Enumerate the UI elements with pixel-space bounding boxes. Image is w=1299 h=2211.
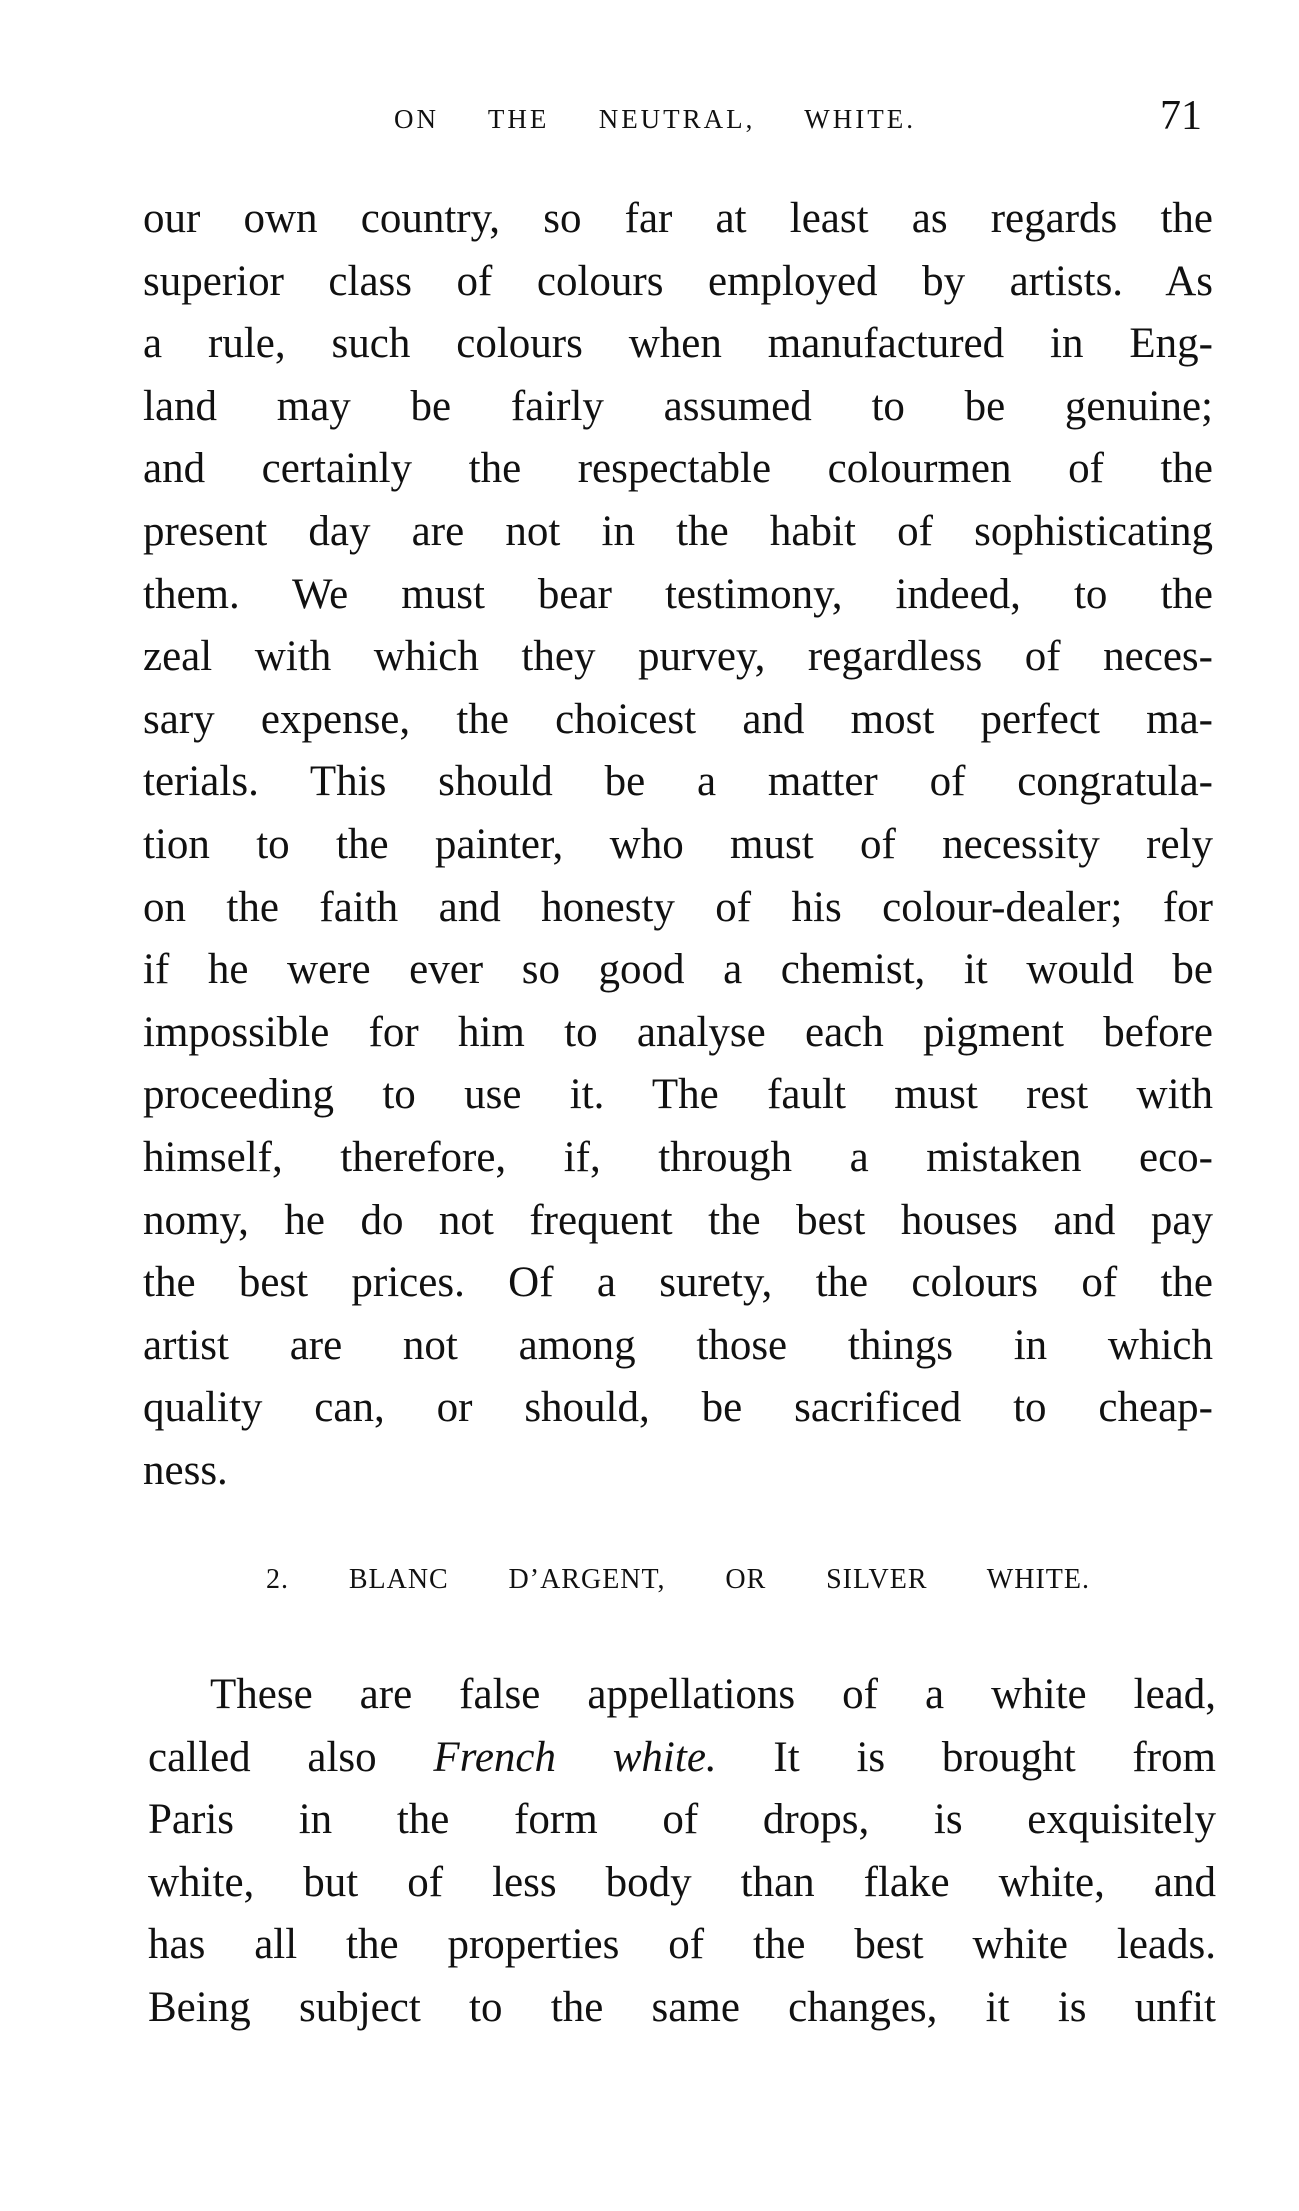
section-heading: 2. BLANC D’ARGENT, OR SILVER WHITE. xyxy=(266,1564,1090,1595)
text-line: zeal with which they purvey, regardless of neces- xyxy=(143,633,1213,681)
text-segment: called also xyxy=(148,1733,434,1781)
page-number: 71 xyxy=(1160,93,1202,139)
text-line: present day are not in the habit of sophisticating xyxy=(143,507,1213,555)
text-line: them. We must bear testimony, indeed, to the xyxy=(143,570,1213,618)
text-line: ness. xyxy=(143,1446,228,1494)
text-line: our own country, so far at least as regards the xyxy=(143,195,1213,242)
text-line: white, but of less body than flake white, and xyxy=(148,1858,1216,1906)
text-line: terials. This should be a matter of congratula- xyxy=(143,758,1213,806)
text-line: on the faith and honesty of his colour-dealer; for xyxy=(143,883,1213,931)
text-line: Paris in the form of drops, is exquisitely xyxy=(148,1796,1216,1844)
text-line: nomy, he do not frequent the best houses and pay xyxy=(143,1196,1213,1244)
paragraph-1 xyxy=(143,188,1213,1502)
text-line: and certainly the respectable colourmen of the xyxy=(143,445,1213,493)
text-line: impossible for him to analyse each pigment before xyxy=(143,1008,1213,1056)
text-line: superior class of colours employed by artists. As xyxy=(143,257,1213,305)
text-line: artist are not among those things in which xyxy=(143,1321,1213,1369)
text-line: land may be fairly assumed to be genuine; xyxy=(143,382,1213,430)
text-line: Being subject to the same changes, it is unfit xyxy=(148,1983,1216,2031)
text-line: sary expense, the choicest and most perfect ma- xyxy=(143,695,1213,743)
text-line: quality can, or should, be sacrificed to cheap- xyxy=(143,1384,1213,1432)
text-line: proceeding to use it. The fault must rest with xyxy=(143,1071,1213,1119)
italic-term: French white. xyxy=(433,1733,717,1781)
text-line: if he were ever so good a chemist, it would be xyxy=(143,946,1213,994)
text-line: These are false appellations of a white lead, xyxy=(210,1671,1216,1718)
text-line: the best prices. Of a surety, the colours of the xyxy=(143,1259,1213,1307)
paragraph-2 xyxy=(148,1664,1216,2040)
text-line: tion to the painter, who must of necessity rely xyxy=(143,820,1213,868)
text-line: has all the properties of the best white leads. xyxy=(148,1921,1216,1969)
text-line: himself, therefore, if, through a mistaken eco- xyxy=(143,1133,1213,1181)
running-head-title: ON THE NEUTRAL, WHITE. xyxy=(394,104,916,134)
text-line xyxy=(148,1727,1216,1790)
text-segment: It is brought from xyxy=(716,1733,1216,1781)
text-line: a rule, such colours when manufactured in Eng- xyxy=(143,320,1213,368)
